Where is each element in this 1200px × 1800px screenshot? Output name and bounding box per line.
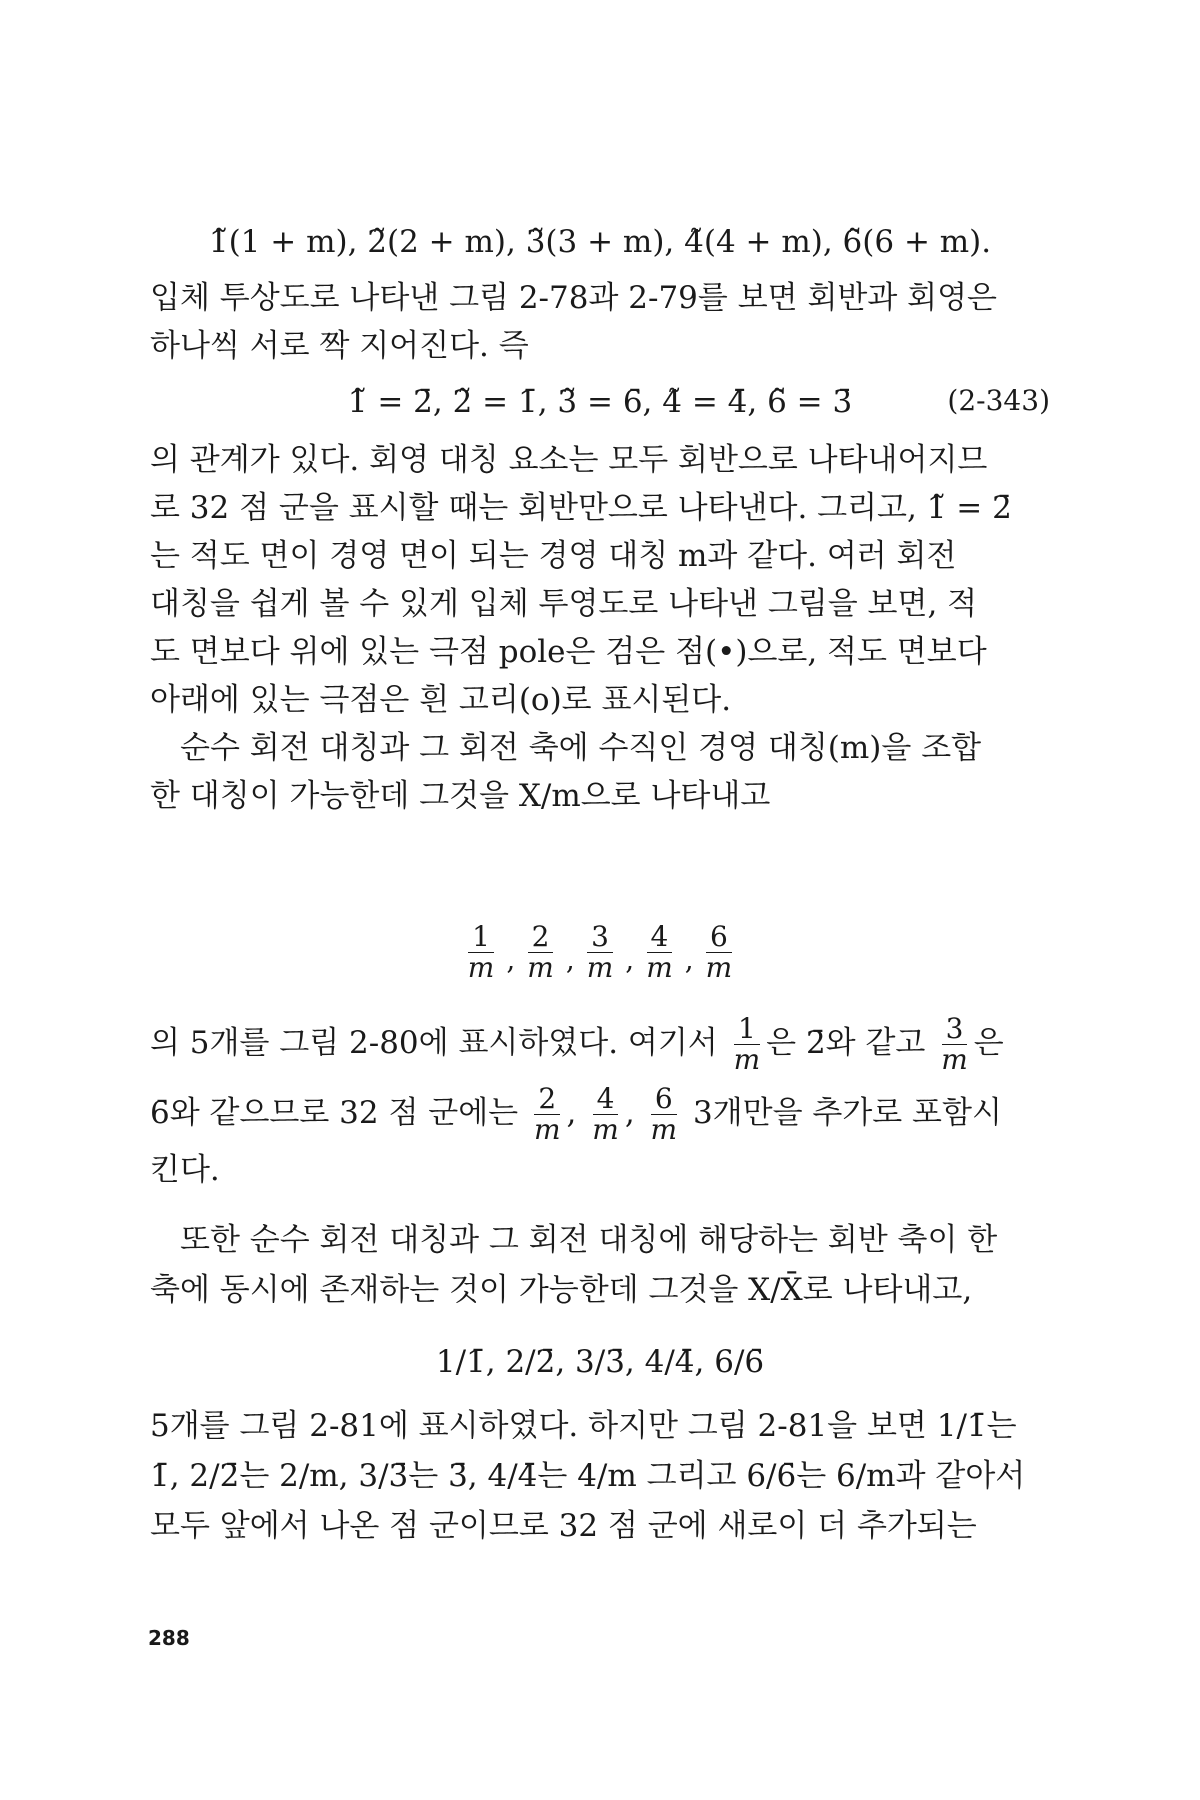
paragraph-line: 킨다. (150, 1152, 220, 1188)
paragraph-line: 5개를 그림 2-81에 표시하였다. 하지만 그림 2-81을 보면 1/1̄는 (150, 1408, 1017, 1444)
fraction-denominator: m (527, 951, 554, 984)
paragraph-line: 한 대칭이 가능한데 그것을 X/m으로 나타내고 (150, 778, 771, 814)
fraction-list (150, 922, 1050, 983)
paragraph-line: 도 면보다 위에 있는 극점 pole은 검은 점(•)으로, 적도 면보다 (150, 634, 987, 670)
fraction-denominator: m (705, 951, 733, 984)
fraction-numerator: 4 (647, 922, 673, 953)
paragraph-line: 순수 회전 대칭과 그 회전 축에 수직인 경영 대칭(m)을 조합 (180, 730, 982, 766)
fraction-denominator: m (646, 951, 673, 984)
fraction-3-over-m: $\frac{3}{m}$ (941, 1012, 968, 1076)
fraction-separator: , (565, 943, 575, 976)
fraction-4-over-m: $\frac{4}{m}$ (592, 1082, 619, 1146)
page-number: 288 (148, 1626, 190, 1650)
paragraph-line: 입체 투상도로 나타낸 그림 2-78과 2-79를 보면 회반과 회영은 (150, 280, 997, 316)
paragraph-line (150, 1014, 1050, 1075)
fraction-denominator: m (586, 951, 614, 984)
text-segment: 3개만을 추가로 포함시 (692, 1095, 1002, 1131)
fraction-numerator: 3 (587, 922, 613, 953)
fraction-1-over-m: $\frac{1}{m}$ (733, 1012, 761, 1076)
paragraph-line: 하나씩 서로 짝 지어진다. 즉 (150, 328, 529, 364)
text-segment: 의 5개를 그림 2-80에 표시하였다. 여기서 (150, 1025, 718, 1061)
paragraph-line: 는 적도 면이 경영 면이 되는 경영 대칭 m과 같다. 여러 회전 (150, 538, 957, 574)
fraction-separator: , (684, 943, 694, 976)
fraction-numerator: 2 (528, 922, 554, 953)
fraction-numerator: 1 (468, 922, 494, 953)
paragraph-line: 또한 순수 회전 대칭과 그 회전 대칭에 해당하는 회반 축이 한 (180, 1222, 998, 1258)
paragraph-line: 의 관계가 있다. 회영 대칭 요소는 모두 회반으로 나타내어지므 (150, 442, 988, 478)
paragraph-line: 대칭을 쉽게 볼 수 있게 입체 투영도로 나타낸 그림을 보면, 적 (150, 586, 978, 622)
fraction-separator: , (506, 943, 516, 976)
fraction-denominator: m (467, 951, 495, 984)
equation-tilde-list: 1̃(1 + m), 2̃(2 + m), 3̃(3 + m), 4̃(4 + m), 6̃(6 + m). (208, 224, 992, 260)
fraction-separator: , (625, 943, 635, 976)
fraction-item (583, 922, 618, 983)
paragraph-line: 아래에 있는 극점은 흰 고리(o)로 표시된다. (150, 682, 732, 718)
paragraph-line: 1̄, 2/2̄는 2/m, 3/3̄는 3̄, 4/4̄는 4/m 그리고 6/6̄는 6/m과 같아서 (150, 1458, 1026, 1494)
equation-body: 1̃ = 2̄, 2̃ = 1̄, 3̃ = 6̄, 4̃ = 4̄, 6̃ = 3̄ (347, 384, 853, 420)
equation-number: (2-343) (947, 384, 1050, 417)
fraction-item (464, 922, 499, 983)
text-segment: 은 (973, 1025, 1004, 1061)
fraction-item (702, 922, 737, 983)
paragraph-line: 로 32 점 군을 표시할 때는 회반만으로 나타낸다. 그리고, 1̃ = 2̄ (150, 490, 1012, 526)
document-page (150, 0, 1050, 1800)
paragraph-line: 모두 앞에서 나온 점 군이므로 32 점 군에 새로이 더 추가되는 (150, 1508, 977, 1544)
fraction-2-over-m: $\frac{2}{m}$ (533, 1082, 561, 1146)
paragraph-line: 6̄와 같으므로 32 점 군에는 $\frac{2}{m}$ , $\frac{4}{m}$ , $\frac{6}{m}$ 3개만을 추가로 포함시 (150, 1082, 1002, 1146)
fraction-6-over-m: $\frac{6}{m}$ (650, 1082, 678, 1146)
paragraph-line: 축에 동시에 존재하는 것이 가능한데 그것을 X/X̄로 나타내고, (150, 1272, 973, 1308)
text-segment: 은 2̄와 같고 (766, 1025, 926, 1061)
text-segment: 6̄와 같으므로 32 점 군에는 (150, 1095, 519, 1131)
equation-x-over-xbar: 1/1̄, 2/2̄, 3/3̄, 4/4̄, 6/6̄ (435, 1344, 765, 1380)
equation-2-343 (150, 382, 1050, 422)
fraction-item (523, 922, 558, 983)
fraction-numerator: 6 (706, 922, 732, 953)
fraction-item (642, 922, 677, 983)
